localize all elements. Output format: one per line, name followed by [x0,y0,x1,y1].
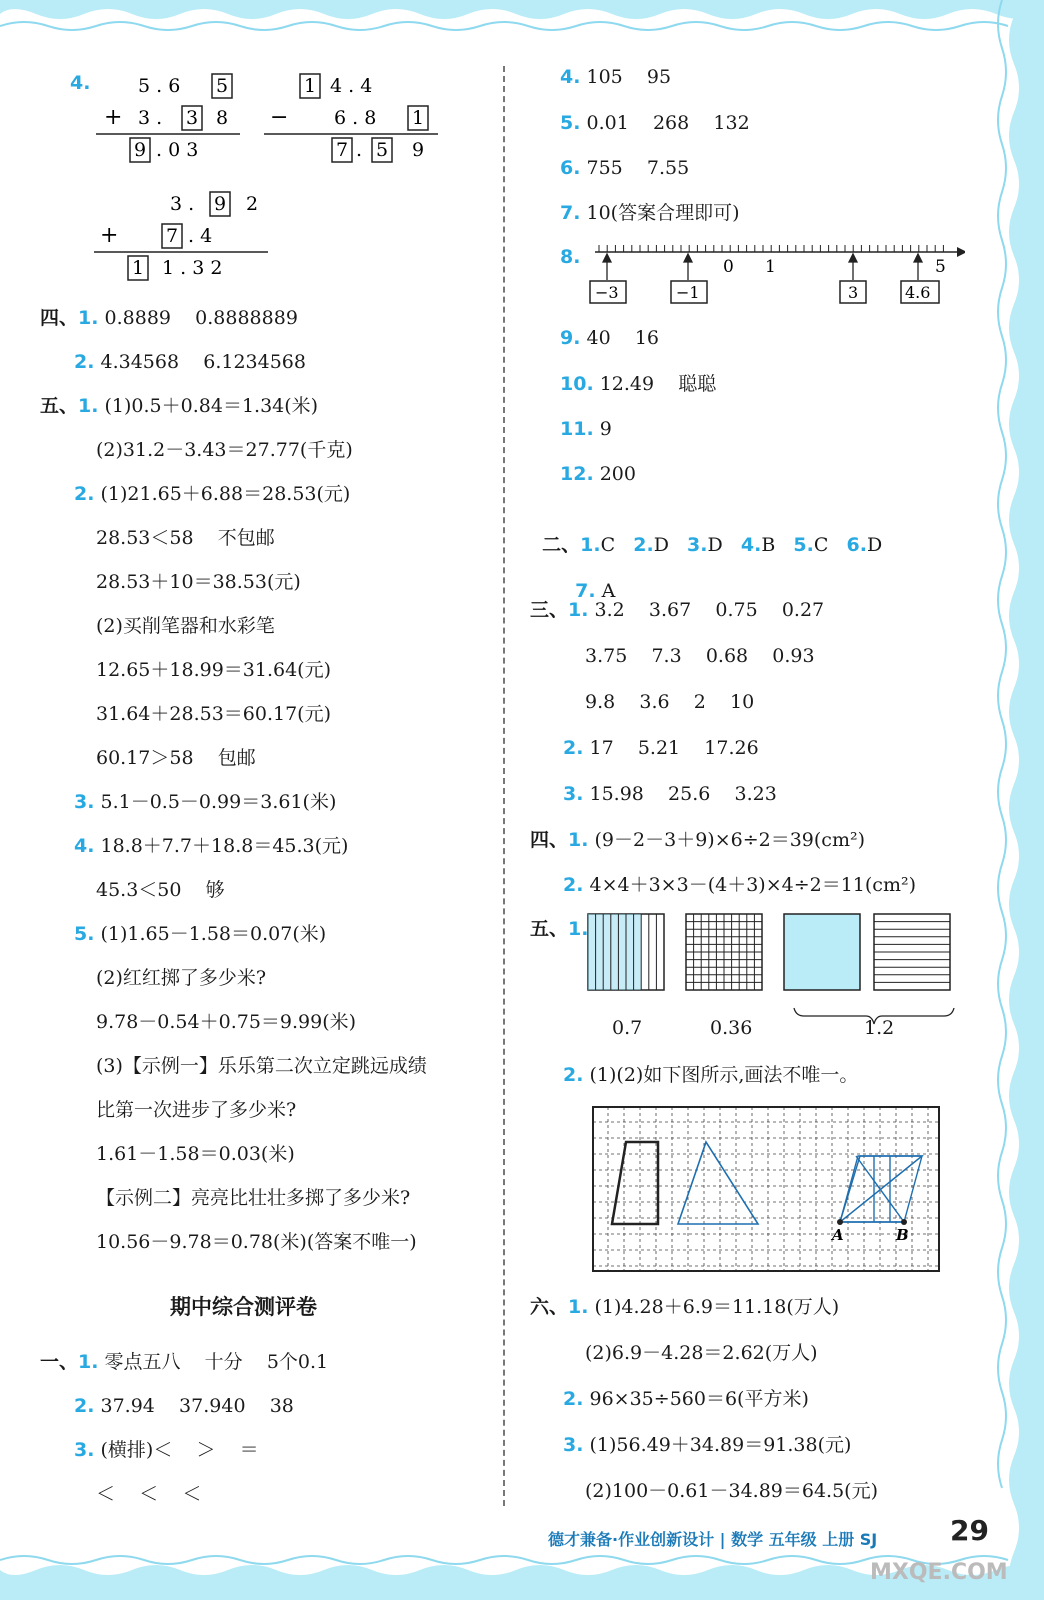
answer-line: 6. 755 7.55 [560,157,690,179]
answer-line: (3)【示例一】乐乐第二次立定跳远成绩 [96,1055,427,1077]
answer-line: 2. (1)21.65＋6.88＝28.53(元) [74,483,351,505]
v1-op: + [104,105,123,130]
answer-line: 2. 4.34568 6.1234568 [74,351,306,373]
answer-line: 7. 10(答案合理即可) [560,202,740,224]
v3-row1a: 3 . [170,193,195,215]
caption-1: 0.7 [612,1017,643,1039]
v2-row2: 6 . 8 [334,107,377,129]
v3-row1b: 2 [246,193,259,215]
answer-line: 45.3＜50 够 [96,879,225,901]
numberline-label: 8. [560,246,581,268]
page-number: 29 [950,1514,989,1547]
answer-line: 28.53＋10＝38.53(元) [96,571,301,593]
nl-label-5: 5 [935,257,946,277]
v2-row3: 9 [412,139,425,161]
point-b: B [896,1226,909,1244]
fig2-line: 2. (1)(2)如下图所示,画法不唯一。 [563,1064,859,1086]
v3-box1: 9 [214,193,227,215]
nl-box-d: 4.6 [905,283,931,302]
v2-op: − [270,105,289,130]
answer-line: (2)红红掷了多少米? [96,967,267,989]
answer-line: 六、1. (1)4.28＋6.9＝11.18(万人) [530,1296,840,1318]
v3-box2: 7 [166,225,179,247]
footer-text: 德才兼备·作业创新设计 | 数学 五年级 上册 SJ [548,1530,878,1549]
answer-line: 3. 5.1－0.5－0.99＝3.61(米) [74,791,337,813]
answer-line: 11. 9 [560,418,612,440]
answer-line: 4. 105 95 [560,66,672,88]
answer-line: 60.17＞58 包邮 [96,747,256,769]
svg-text:.: . [356,139,363,161]
answer-line: 9. 40 16 [560,327,660,349]
answer-line: 四、1. (9－2－3＋9)×6÷2＝39(cm²) [530,829,865,851]
answer-line: 四、1. 0.8889 0.8888889 [40,307,298,329]
answer-line: (2)6.9－4.28＝2.62(万人) [585,1342,818,1364]
answer-line: (2)31.2－3.43＝27.77(千克) [96,439,353,461]
vertical-subtraction [262,70,452,170]
calc-label: 4. [70,72,91,94]
v3-row2: . 4 [188,225,213,247]
vertical-addition-2 [90,188,280,288]
choice-line: 二、1.C 2.D 3.D 4.B 5.C 6.D [542,534,883,556]
v1-box3: 9 [134,139,147,161]
answer-line: 3.75 7.3 0.68 0.93 [585,645,815,667]
answer-line: 【示例二】亮亮比壮壮多掷了多少米? [96,1187,411,1209]
answer-line: 12. 200 [560,463,636,485]
v2-box3: 7 [336,139,349,161]
answer-line: 9.78－0.54＋0.75＝9.99(米) [96,1011,357,1033]
answer-line: 比第一次进步了多少米? [96,1099,297,1121]
v1-row1: 5 . 6 [138,75,181,97]
answer-line: 一、1. 零点五八 十分 5个0.1 [40,1351,329,1373]
v3-op: + [100,223,119,248]
answer-line: 10. 12.49 聪聪 [560,373,717,395]
v2-box1: 1 [304,75,317,97]
answer-line: 3. (1)56.49＋34.89＝91.38(元) [563,1434,852,1456]
top-wave-border [0,0,1044,40]
answer-line: 3. (横排)＜ ＞ ＝ [74,1439,259,1461]
fig-label: 五、1. [530,918,589,940]
column-divider [503,66,505,1506]
answer-line: 28.53＜58 不包邮 [96,527,275,549]
v3-row3: 1 . 3 2 [162,257,223,279]
answer-line: ＜ ＜ ＜ [96,1483,202,1505]
v1-box2: 3 [186,107,199,129]
answer-line: 5. (1)1.65－1.58＝0.07(米) [74,923,327,945]
nl-label-0: 0 [723,257,734,277]
v3-box3: 1 [132,257,145,279]
answer-line: 10.56－9.78＝0.78(米)(答案不唯一) [96,1231,417,1253]
v1-row3: . 0 3 [156,139,199,161]
answer-line: 3. 15.98 25.6 3.23 [563,783,777,805]
answer-line: 2. 17 5.21 17.26 [563,737,759,759]
answer-line: 1.61－1.58＝0.03(米) [96,1143,295,1165]
v2-box4: 5 [376,139,389,161]
answer-line: 5. 0.01 268 132 [560,112,750,134]
answer-line: (2)100－0.61－34.89＝64.5(元) [585,1480,879,1502]
nl-box-c: 3 [848,283,859,302]
vertical-addition-1 [90,70,260,170]
answer-line: 9.8 3.6 2 10 [585,691,755,713]
v2-box2: 1 [412,107,425,129]
right-wave-border [974,0,1044,1600]
answer-line: 2. 96×35÷560＝6(平方米) [563,1388,809,1410]
answer-line: 31.64＋28.53＝60.17(元) [96,703,332,725]
caption-2: 0.36 [710,1017,753,1039]
point-a: A [832,1226,844,1244]
v1-box1: 5 [216,75,229,97]
answer-line: 4. 18.8＋7.7＋18.8＝45.3(元) [74,835,349,857]
v2-row1: 4 . 4 [330,75,373,97]
watermark: MXQE.COM [870,1560,1008,1585]
number-line [585,236,965,306]
answer-line: (2)买削笔器和水彩笔 [96,615,275,637]
section-title: 期中综合测评卷 [170,1295,317,1319]
answer-line: 五、1. (1)0.5＋0.84＝1.34(米) [40,395,319,417]
grid-drawing [592,1106,942,1274]
answer-line: 三、1. 3.2 3.67 0.75 0.27 [530,599,825,621]
nl-box-a: −3 [595,283,619,302]
v1-row2a: 3 . [138,107,163,129]
caption-3: 1.2 [864,1017,895,1039]
answer-line: 2. 37.94 37.940 38 [74,1395,294,1417]
v1-row2b: 8 [216,107,229,129]
choice-line-2: 7. A [575,580,616,602]
answer-line: 2. 4×4＋3×3－(4＋3)×4÷2＝11(cm²) [563,874,916,896]
nl-box-b: −1 [676,283,700,302]
nl-label-1: 1 [765,257,776,277]
answer-line: 12.65＋18.99＝31.64(元) [96,659,332,681]
